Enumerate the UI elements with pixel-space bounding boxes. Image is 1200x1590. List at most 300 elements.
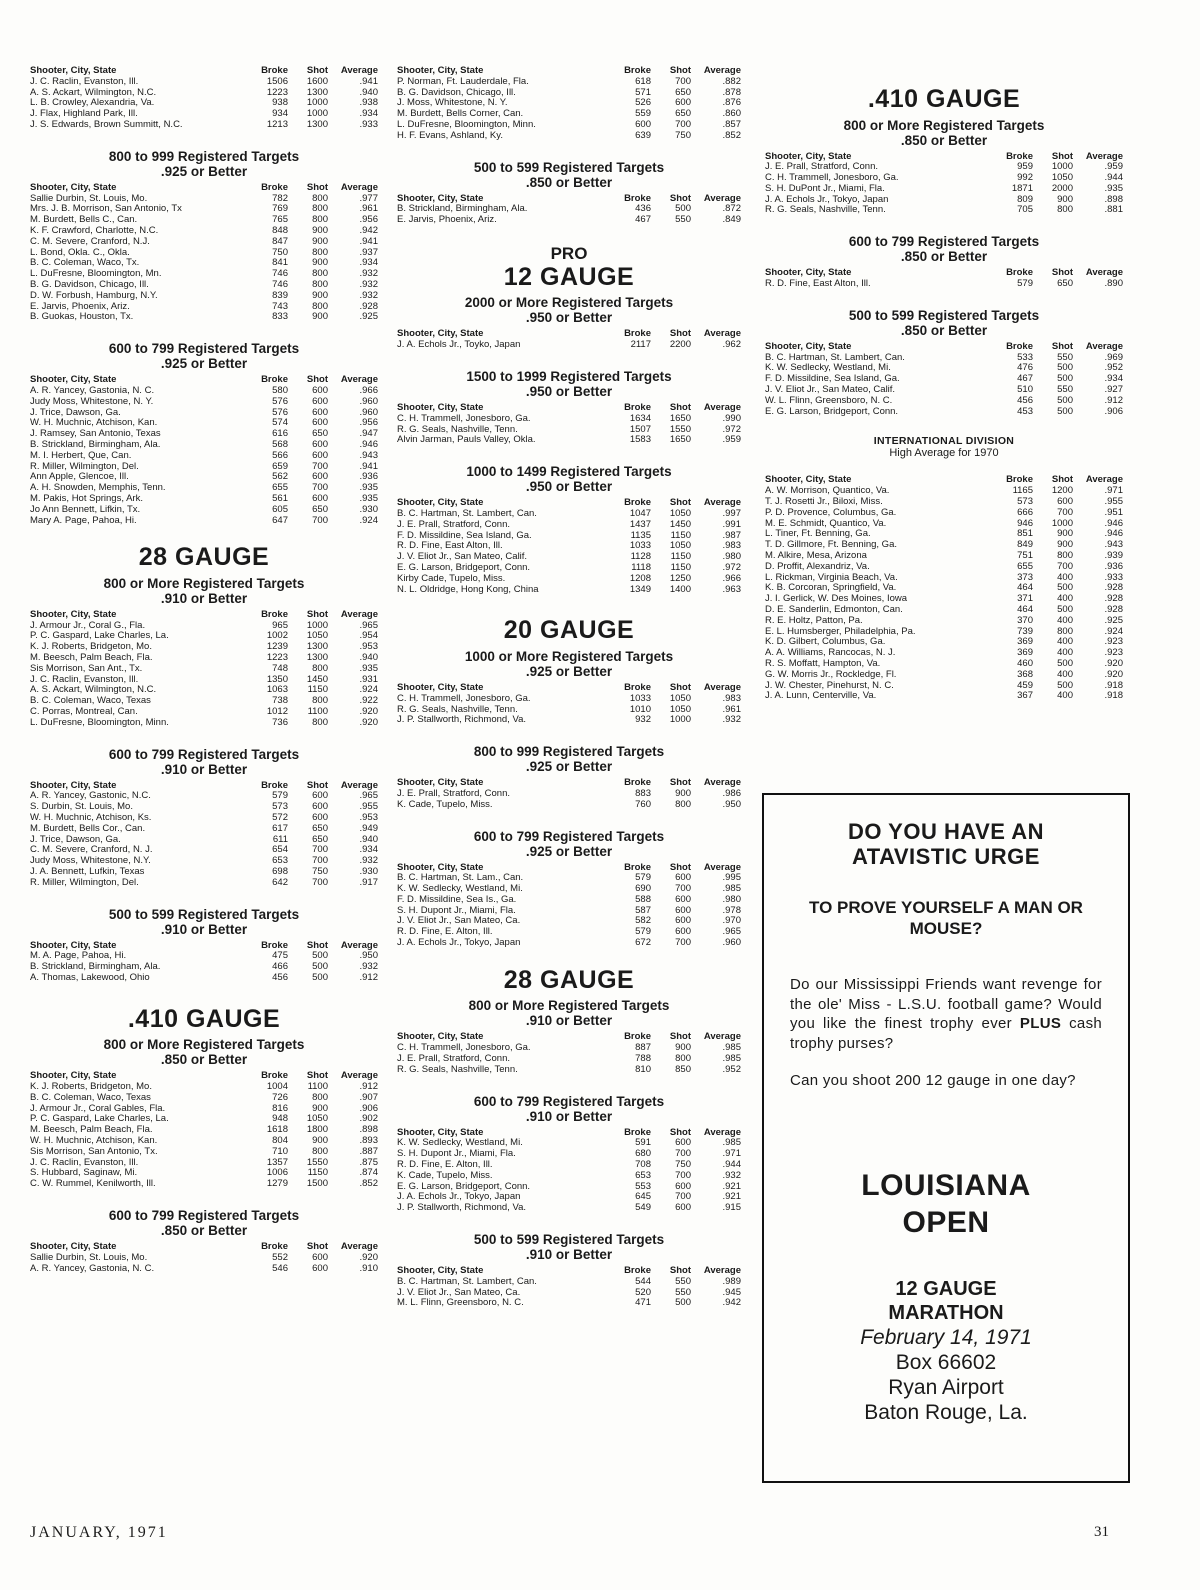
average-cell: .920 [359,1251,378,1263]
shooter-cell [30,824,244,835]
shot-cell: 700 [675,937,691,949]
average-cell: .943 [1104,539,1123,551]
shot-cell: 800 [312,246,328,258]
shooter-cell [765,637,989,648]
shot-cell: 1050 [1051,172,1073,184]
shot-cell: 900 [312,311,328,323]
shooter-name: S. Durbin, St. Louis, Mo. [30,802,133,813]
shot-cell: 800 [312,268,328,280]
average-cell: .940 [359,651,378,663]
table-row [30,1264,378,1275]
broke-cell: 580 [272,384,288,396]
shot-cell: 800 [1057,204,1073,216]
shooter-cell [765,605,989,616]
average-cell: .933 [1104,571,1123,583]
table-row [30,451,378,462]
shooter-name: C. H. Trammell, Jonesboro, Ga. [397,413,531,424]
broke-cell: 1002 [266,630,288,642]
shooter-cell [765,670,989,681]
average-cell: .951 [1104,506,1123,518]
results-section [765,308,1123,418]
shooter-name: M. Alkire, Mesa, Arizona [765,551,867,562]
shooter-cell [397,800,607,811]
column-header: Broke [1006,267,1033,279]
broke-cell: 464 [1017,582,1033,594]
broke-cell: 475 [272,950,288,962]
column-header: Shot [669,497,691,509]
shot-cell: 1000 [306,97,328,109]
shot-cell: 550 [675,1286,691,1298]
shooter-name: W. H. Muchnic, Atchison, Kan. [30,1136,158,1146]
column-header: Shot [669,402,691,414]
broke-cell: 653 [272,855,288,867]
column-header: Average [703,192,741,204]
average-cell: .915 [722,1202,741,1214]
average-cell: .917 [359,876,378,888]
average-cell: .949 [359,822,378,834]
column-header: Shot [1051,267,1073,279]
shot-cell: 500 [1057,604,1073,616]
shooter-cell [765,407,989,418]
shooter-cell [397,1043,607,1054]
results-section [397,1094,741,1214]
shooter-name: Alvin Jarman, Pauls Valley, Okla. [397,435,536,446]
shooter-name: J. V. Eliot Jr., San Mateo, Ca. [397,1287,521,1298]
table-row [30,718,378,729]
shooter-name: D. Proffit, Alexandriz, Va. [765,561,870,572]
shooter-cell [30,98,244,109]
column-header: Shooter, City, State [397,497,484,509]
column-header: Broke [624,65,651,76]
shooter-cell [397,1138,607,1149]
table-row [397,435,741,446]
broke-cell: 1165 [1012,485,1033,497]
average-cell: .942 [722,1297,741,1309]
shooter-cell [765,583,989,594]
shooter-cell [30,505,244,516]
shooter-cell [397,88,607,99]
shooter-cell [30,1104,244,1115]
results-table [397,329,741,351]
shot-cell: 600 [312,406,328,418]
column-middle [397,66,741,1327]
footer-issue-date: JANUARY, 1971 [30,1524,168,1541]
average-cell: .923 [1104,647,1123,659]
section-heading: 500 to 599 Registered Targets [108,906,300,922]
shot-cell: 600 [312,1262,328,1274]
broke-cell: 1118 [631,562,651,574]
broke-cell: 932 [635,714,651,726]
shooter-name: S. H. Dupont Jr., Miami, Fla. [397,905,516,916]
shooter-name: A. R. Yancey, Gastonia, N. C. [30,385,155,396]
results-table [397,683,741,726]
shot-cell: 600 [312,449,328,461]
shooter-cell [397,789,607,800]
shooter-name: E. Jarvis, Phoenix, Ariz. [30,301,130,312]
broke-cell: 566 [272,449,288,461]
shot-cell: 1050 [669,703,691,715]
average-cell: .942 [359,224,378,236]
broke-cell: 367 [1017,690,1033,702]
average-cell: .960 [722,937,741,949]
shooter-cell [397,705,607,716]
shooter-cell [30,237,244,248]
average-cell: .931 [359,673,378,685]
shot-cell: 1150 [307,684,328,696]
shooter-cell [30,835,244,846]
broke-cell: 847 [272,235,288,247]
shooter-name: P. C. Gaspard, Lake Charles, La. [30,631,169,642]
shooter-name: B. G. Davidson, Chicago, Ill. [30,279,149,290]
average-cell: .985 [722,1052,741,1064]
shooter-name: D. E. Sanderlin, Edmonton, Can. [765,605,903,616]
shot-cell: 1250 [669,572,691,584]
column-header: Average [340,181,378,193]
section-heading: 600 to 799 Registered Targets [108,746,300,762]
section-criteria: .925 or Better [525,759,613,775]
shooter-cell [397,884,607,895]
results-section [30,149,378,323]
shooter-name: Mary A. Page, Pahoa, Hi. [30,515,137,526]
shooter-cell [765,508,989,519]
average-cell: .961 [722,703,741,715]
average-cell: .966 [722,572,741,584]
table-row [30,1179,378,1190]
shooter-cell [397,927,607,938]
shooter-name: F. D. Missildine, Sea Island, Ga. [765,374,900,385]
shooter-cell [30,1125,244,1136]
shooter-cell [397,215,607,226]
footer-page-number: 31 [1094,1524,1109,1540]
shooter-cell [30,408,244,419]
column-right [765,66,1123,720]
column-header: Shooter, City, State [30,1240,117,1252]
shooter-name: E. L. Humsberger, Philadelphia, Pa. [765,626,916,637]
average-cell: .922 [359,695,378,707]
column-header: Broke [261,65,288,76]
average-cell: .985 [722,1137,741,1149]
average-cell: .920 [1104,668,1123,680]
column-header: Shooter, City, State [765,340,852,352]
broke-cell: 760 [635,798,651,810]
broke-cell: 965 [272,619,288,631]
section-criteria: .910 or Better [160,761,248,777]
shooter-cell [30,962,244,973]
average-cell: .960 [359,395,378,407]
average-cell: .946 [1104,517,1123,529]
broke-cell: 1507 [629,423,651,435]
average-cell: .932 [359,289,378,301]
column-header: Broke [261,1070,288,1082]
shooter-cell [30,1158,244,1169]
shooter-cell [30,685,244,696]
broke-cell: 579 [635,926,651,938]
shooter-name: B. Guokas, Houston, Tx. [30,312,134,323]
broke-cell: 751 [1017,550,1033,562]
column-header: Shooter, City, State [397,65,484,76]
shooter-cell [30,248,244,259]
shooter-cell [397,895,607,906]
shot-cell: 1050 [306,630,328,642]
broke-cell: 1223 [266,651,288,663]
shot-cell: 2000 [1051,182,1073,194]
shooter-name: M. E. Schmidt, Quantico, Va. [765,518,887,529]
average-cell: .875 [359,1156,378,1168]
column-header: Broke [624,497,651,509]
shooter-name: J. Ramsey, San Antonio, Texas [30,429,161,440]
column-header: Average [703,861,741,873]
shooter-name: L. DuFresne, Bloomington, Minn. [30,717,169,728]
broke-cell: 750 [272,246,288,258]
shot-cell: 750 [675,1158,691,1170]
shot-cell: 900 [675,787,691,799]
average-cell: .932 [359,961,378,973]
average-cell: .965 [722,926,741,938]
broke-cell: 849 [1017,539,1033,551]
broke-cell: 1033 [629,692,651,704]
shot-cell: 800 [312,203,328,215]
average-cell: .910 [359,1262,378,1274]
shot-cell: 400 [1057,636,1073,648]
broke-cell: 533 [1017,351,1033,363]
broke-cell: 833 [272,311,288,323]
shot-cell: 550 [675,214,691,226]
shooter-cell [30,1093,244,1104]
section-heading: 800 or More Registered Targets [103,575,305,591]
shot-cell: 600 [312,438,328,450]
shooter-cell [397,1065,607,1076]
shooter-name: J. A. Lunn, Centerville, Va. [765,691,877,702]
shooter-name: J. C. Raclin, Evanston, Ill. [30,674,139,685]
average-cell: .928 [1104,593,1123,605]
shot-cell: 900 [312,289,328,301]
shooter-name: F. D. Missildine, Sea Island, Ga. [397,530,532,541]
column-header: Shot [669,1126,691,1138]
shooter-cell [765,691,989,702]
shooter-name: B. Strickland, Birmingham, Ala. [397,204,528,215]
column-header: Shooter, City, State [30,779,117,791]
shot-cell: 400 [1057,647,1073,659]
column-header: Average [340,939,378,951]
results-table [397,498,741,595]
shooter-cell [397,1149,607,1160]
ad-event-line-1: LOUISIANA [861,1168,1031,1202]
shooter-name: J. S. Edwards, Brown Summitt, N.C. [30,119,183,130]
broke-cell: 743 [272,300,288,312]
shooter-name: J. Trice, Dawson, Ga. [30,834,121,845]
broke-cell: 1871 [1011,182,1033,194]
ad-address-line: Baton Rouge, La. [864,1400,1028,1424]
shot-cell: 900 [312,1102,328,1114]
average-cell: .952 [1104,362,1123,374]
shooter-name: R. S. Moffatt, Hampton, Va. [765,659,881,669]
results-table [397,1128,741,1214]
shooter-name: M. Burdett, Bells Cor., Can. [30,823,146,834]
shot-cell: 900 [1057,539,1073,551]
shooter-name: J. Moss, Whitestone, N. Y. [397,98,508,109]
results-table [765,475,1123,702]
shooter-cell [30,194,244,205]
broke-cell: 726 [272,1091,288,1103]
column-header: Shooter, City, State [397,1031,484,1043]
shooter-cell [397,1288,607,1299]
shooter-cell [765,627,989,638]
average-cell: .939 [1104,550,1123,562]
section-heading: 800 to 999 Registered Targets [108,148,300,164]
shooter-cell [397,435,607,446]
average-cell: .943 [359,449,378,461]
column-header: Average [340,779,378,791]
broke-cell: 369 [1017,636,1033,648]
shooter-name: T. J. Rosetti Jr., Biloxi, Miss. [765,497,883,508]
broke-cell: 647 [272,514,288,526]
broke-cell: 368 [1017,668,1033,680]
average-cell: .941 [359,75,378,87]
average-cell: .923 [1104,636,1123,648]
section-criteria: .850 or Better [900,132,988,148]
column-header: Shooter, City, State [397,777,484,789]
average-cell: .940 [359,86,378,98]
broke-cell: 788 [635,1052,651,1064]
shot-cell: 1150 [670,529,691,541]
shooter-cell [30,462,244,473]
shot-cell: 700 [312,460,328,472]
broke-cell: 552 [272,1251,288,1263]
broke-cell: 642 [272,876,288,888]
table-row [765,279,1123,290]
column-header: Shooter, City, State [397,328,484,340]
broke-cell: 611 [272,833,288,845]
shooter-name: C. Porras, Montreal, Can. [30,706,138,717]
broke-cell: 605 [272,503,288,515]
average-cell: .965 [359,790,378,802]
column-header: Shooter, City, State [765,150,852,162]
shooter-name: B. C. Hartman, St. Lambert, Can. [397,1276,537,1287]
average-cell: .947 [359,428,378,440]
broke-cell: 571 [635,86,651,98]
ad-paragraph-2: Can you shoot 200 12 gauge in one day? [790,1072,1076,1089]
broke-cell: 948 [272,1113,288,1125]
shot-cell: 800 [312,278,328,290]
section-heading: 600 to 799 Registered Targets [473,828,665,844]
shot-cell: 500 [1057,405,1073,417]
shooter-name: R. G. Seals, Nashville, Tenn. [765,205,886,216]
ad-paragraph-1 [790,975,1102,1053]
shooter-cell [30,1179,244,1190]
shooter-cell [397,425,607,436]
shot-cell: 500 [1057,394,1073,406]
average-cell: .893 [359,1135,378,1146]
table-row [765,691,1123,702]
shooter-name: J. Armour Jr., Coral G., Fla. [30,620,146,631]
shooter-name: A. A. Williams, Rancocas, N. J. [765,648,896,659]
shooter-cell [397,574,607,585]
column-header: Broke [624,1126,651,1138]
broke-cell: 587 [635,904,651,916]
average-cell: .936 [359,471,378,483]
shooter-cell [30,269,244,280]
shooter-name: A. S. Ackart, Wilmington, N.C. [30,87,157,98]
broke-cell: 1033 [629,540,651,552]
shooter-cell [397,509,607,520]
column-header: Shot [1051,150,1073,162]
average-cell: .987 [722,529,741,541]
shooter-cell [765,573,989,584]
shot-cell: 700 [312,844,328,856]
shooter-cell [30,718,244,729]
column-header: Broke [1006,340,1033,352]
shot-cell: 500 [1057,679,1073,691]
shot-cell: 600 [1057,496,1073,508]
shooter-cell [397,1160,607,1171]
shooter-name: J. Trice, Dawson, Ga. [30,407,121,418]
ad-sub-line-1: 12 GAUGE [895,1277,997,1300]
table-row [30,973,378,984]
broke-cell: 1135 [630,529,651,541]
table-header-row [30,183,378,194]
shot-cell: 600 [312,1251,328,1263]
shooter-cell [397,109,607,120]
column-header: Shot [669,681,691,693]
shooter-cell [397,120,607,131]
column-header: Average [703,497,741,509]
section-criteria: .850 or Better [160,1052,248,1068]
broke-cell: 616 [272,428,288,440]
shooter-cell [397,1277,607,1288]
shot-cell: 500 [312,950,328,962]
shot-cell: 1650 [669,434,691,446]
shooter-cell [397,1192,607,1203]
results-table [397,1266,741,1309]
shot-cell: 600 [675,872,691,884]
results-table [30,1242,378,1274]
shooter-cell [30,1168,244,1179]
column-header: Shot [306,1240,328,1252]
average-cell: .912 [359,971,378,983]
shooter-name: A. H. Snowden, Memphis, Tenn. [30,483,166,494]
results-table [30,941,378,984]
average-cell: .983 [722,692,741,704]
average-cell: .872 [722,203,741,215]
broke-cell: 1349 [629,583,651,595]
shooter-name: J. A. Echols Jr., Tokyo, Japan [765,194,889,205]
shooter-name: C. H. Trammell, Jonesboro, Ga. [397,1043,531,1054]
table-row [397,1298,741,1309]
shooter-cell [30,429,244,440]
column-header: Shot [1051,474,1073,486]
broke-cell: 1006 [266,1167,288,1179]
shooter-cell [30,1147,244,1158]
results-table [30,183,378,323]
broke-cell: 459 [1017,679,1033,691]
broke-cell: 371 [1017,593,1033,605]
average-cell: .956 [359,417,378,429]
results-section [30,1208,378,1274]
results-table [397,863,741,949]
shooter-name: R. D. Fine, E. Alton, Ill. [397,927,493,938]
ad-event-subtitle [790,1277,1102,1325]
shooter-name: Sallie Durbin, St. Louis, Mo. [30,1252,148,1263]
shooter-cell [30,802,244,813]
table-row [30,77,378,88]
shot-cell: 1550 [669,423,691,435]
broke-cell: 883 [635,787,651,799]
broke-cell: 816 [272,1102,288,1114]
results-section [397,295,741,351]
shooter-name: E. Jarvis, Phoenix, Ariz. [397,215,497,226]
shot-cell: 500 [675,1297,691,1309]
average-cell: .860 [722,108,741,120]
